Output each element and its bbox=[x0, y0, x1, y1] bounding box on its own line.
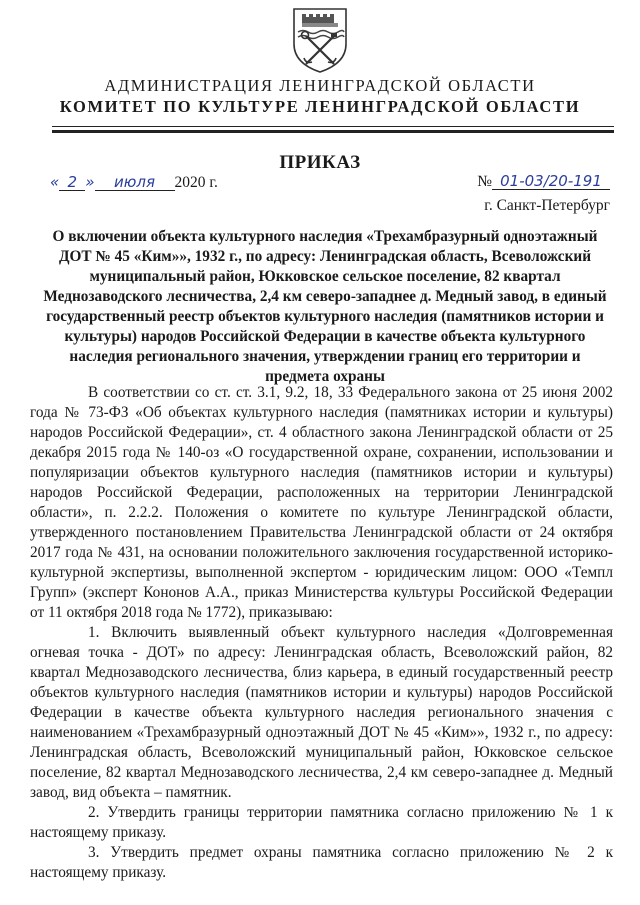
order-number bbox=[477, 173, 610, 191]
order-subject: О включении объекта культурного наследия «Трехамбразурный одноэтажный ДОТ № 45 «Ким»», 1932 г., по адресу: Ленинградская область, Всеволожский муниципальный район, Юкковское сельское поселение, 82 квартал Меднозаводского лесничества, 2,4 км северо-западнее д. Медный завод, в единый государственный реестр объектов культурного наследия (памятников истории и культуры) народов Российской Федерации в качестве объекта культурного наследия регионального значения, утверждении границ его территории и предмета охраны bbox=[43, 228, 607, 385]
order-item-1: 1. Включить выявленный объект культурного наследия «Долговременная огневая точка - ДОТ» по адресу: Ленинградская область, Всеволожский район, 82 квартал Меднозаводского лесничества, близ карьера, в единый государственный реестр объектов культурного наследия (памятников истории и культуры) народов Российской Федерации в качестве объекта культурного наследия регионального значения с наименованием «Трехамбразурный одноэтажный ДОТ № 45 «Ким»», 1932 г., по адресу: Ленинградская область, Всеволожский муниципальный район, Юкковское сельское поселение, 82 квартал Меднозаводского лесничества, 2,4 км северо-западнее д. Медный завод, вид объекта – памятник. bbox=[30, 624, 613, 801]
header-divider-thin bbox=[52, 126, 614, 127]
order-date bbox=[50, 173, 218, 192]
administration-name: АДМИНИСТРАЦИЯ ЛЕНИНГРАДСКОЙ ОБЛАСТИ bbox=[104, 76, 536, 95]
header-divider-thick bbox=[52, 130, 614, 133]
number-prefix: № bbox=[477, 173, 492, 190]
city-name: г. Санкт-Петербург bbox=[484, 197, 610, 214]
date-open-quote: « bbox=[50, 173, 60, 191]
date-month: июля bbox=[95, 174, 175, 191]
document-title: ПРИКАЗ bbox=[279, 152, 361, 173]
preamble-paragraph: В соответствии со ст. ст. 3.1, 9.2, 18, 33 Федерального закона от 25 июня 2002 года № 73-ФЗ «Об объектах культурного наследия (памятниках истории и культуры) народов Российской Федерации», ст. 4 областного закона Ленинградской области от 25 декабря 2015 года № 140-оз «О государственной охране, сохранении, использовании и популяризации объектов культурного наследия (памятников истории и культуры) народов Российской Федерации, расположенных на территории Ленинградской области», п. 2.2.2. Положения о комитете по культуре Ленинградской области, утвержденного постановлением Правительства Ленинградской области от 24 октября 2017 года № 431, на основании положительного заключения государственной историко-культурной экспертизы, выполненной экспертом - юридическим лицом: ООО «Темпл Групп» (эксперт Кононов А.А., приказ Министерства культуры Российской Федерации от 11 октября 2018 года № 1772), приказываю: bbox=[30, 384, 613, 621]
order-item-2: 2. Утвердить границы территории памятника согласно приложению № 1 к настоящему приказу. bbox=[30, 804, 613, 841]
date-year: 2020 г. bbox=[174, 174, 218, 191]
date-close-quote: » bbox=[85, 173, 95, 191]
number-value: 01-03/20-191 bbox=[492, 173, 610, 190]
order-body bbox=[30, 383, 613, 883]
date-day: 2 bbox=[59, 174, 85, 191]
committee-name: КОМИТЕТ ПО КУЛЬТУРЕ ЛЕНИНГРАДСКОЙ ОБЛАСТИ bbox=[59, 97, 581, 116]
order-item-3: 3. Утвердить предмет охраны памятника согласно приложению № 2 к настоящему приказу. bbox=[30, 844, 613, 881]
coat-of-arms-icon bbox=[290, 6, 350, 74]
